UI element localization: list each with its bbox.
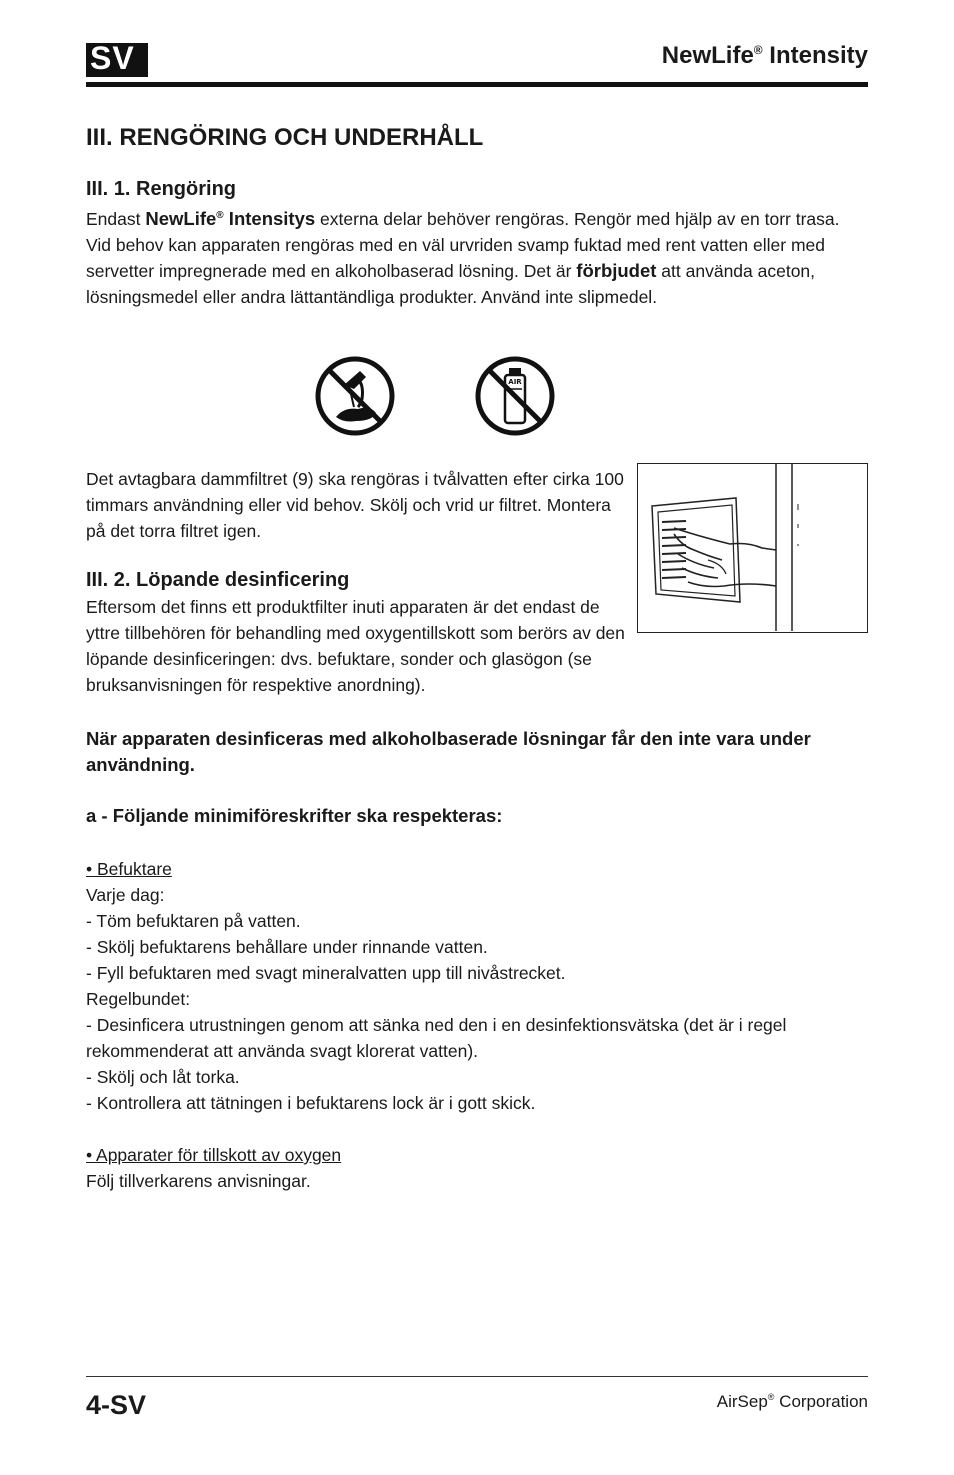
list-item: - Fyll befuktaren med svagt mineralvatten upp till nivåstrecket.: [86, 963, 566, 983]
cleaning-section: [86, 178, 868, 310]
no-liquid-pouring-icon: [314, 355, 396, 437]
alcohol-warning: När apparaten desinficeras med alkoholbaserade lösningar får den inte vara under användning.: [86, 728, 811, 775]
disinfection-heading: III. 2. Löpande desinficering: [86, 569, 350, 591]
spray-can-label: AIR: [508, 378, 522, 386]
min-requirements-heading: a - Följande minimiföreskrifter ska respekteras:: [86, 805, 503, 826]
prohibition-icons: [314, 355, 564, 437]
list-item: - Skölj befuktarens behållare under rinnande vatten.: [86, 937, 488, 957]
language-badge: SV: [86, 43, 148, 77]
filter-removal-illustration: [637, 463, 868, 633]
list-item: - Skölj och låt torka.: [86, 1067, 240, 1087]
company-name: AirSep® Corporation: [716, 1392, 868, 1411]
disinfection-paragraph: Eftersom det finns ett produktfilter inuti apparaten är det endast de yttre tillbehören för behandling med oxygentillskott som berörs av den löpande desinficeringen: dvs. befuktare, sonder och glasögon (se bruksanvisningen för respektive anordning).: [86, 597, 625, 695]
manual-page: [86, 0, 868, 1475]
regular-label: Regelbundet:: [86, 989, 191, 1009]
page-number: 4-SV: [86, 1390, 147, 1420]
humidifier-title: • Befuktare: [86, 859, 172, 879]
spacer: [86, 1116, 868, 1142]
filter-cleaning-paragraph: Det avtagbara dammfiltret (9) ska rengöras i tvålvatten efter cirka 100 timmars användning eller vid behov. Skölj och vrid ur filtret. Montera på det torra filtret igen.: [86, 469, 624, 541]
cleaning-paragraph: Endast NewLife® Intensitys externa delar behöver rengöras. Rengör med hjälp av en torr trasa. Vid behov kan apparaten rengöras med en väl urvriden svamp fuktad med rent vatten eller med servetter impregnerade med en alkoholbaserad lösning. Det är förbjudet att använda aceton, lösningsmedel eller andra lättantändliga produkter. Använd inte slipmedel.: [86, 208, 840, 307]
list-item: - Kontrollera att tätningen i befuktarens lock är i gott skick.: [86, 1093, 536, 1113]
disinfection-section: [86, 569, 626, 698]
hand-removing-filter-drawing: [638, 464, 866, 631]
section-title: III. RENGÖRING OCH UNDERHÅLL: [86, 124, 484, 151]
product-title: NewLife® Intensity: [661, 42, 868, 69]
cleaning-heading: III. 1. Rengöring: [86, 178, 237, 200]
list-item: - Töm befuktaren på vatten.: [86, 911, 301, 931]
oxygen-title: • Apparater för tillskott av oxygen: [86, 1145, 342, 1165]
header-rule: [86, 82, 868, 87]
footer-rule: [86, 1376, 868, 1377]
maintenance-instructions: [86, 856, 868, 1194]
daily-label: Varje dag:: [86, 885, 165, 905]
oxygen-text: Följ tillverkarens anvisningar.: [86, 1171, 311, 1191]
list-item: - Desinficera utrustningen genom att sänka ned den i en desinfektionsvätska (det är i regel rekommenderat att använda svagt klorerat vatten).: [86, 1015, 787, 1061]
no-aerosol-spray-icon: [474, 355, 556, 437]
